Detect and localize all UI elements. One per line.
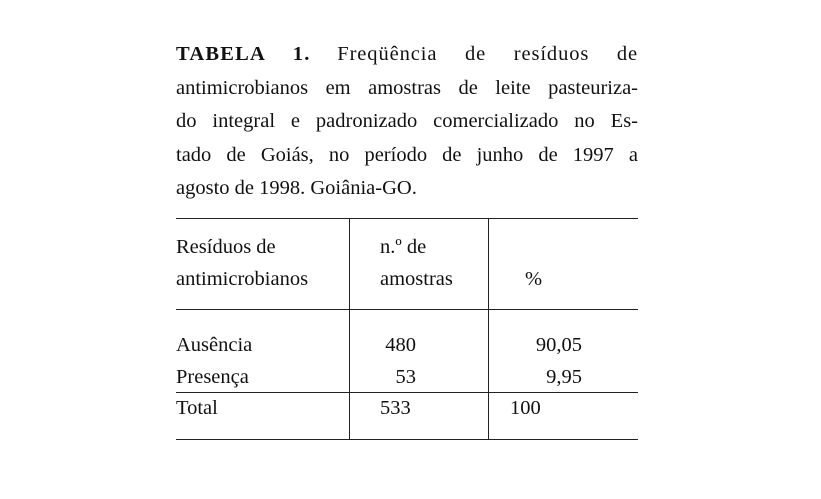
caption-line-3: do integral e padronizado comercializado no Es- xyxy=(176,110,638,132)
table-column-divider-2 xyxy=(488,218,489,439)
caption-line-5: agosto de 1998. Goiânia-GO. xyxy=(176,177,417,199)
header-samples-line-1: n.º de xyxy=(380,236,427,258)
header-samples-line-2: amostras xyxy=(380,268,453,290)
caption-line-1: TABELA 1. Freqüência de resíduos de xyxy=(176,43,639,65)
table-bottom-rule xyxy=(176,439,638,440)
total-percent: 100 xyxy=(510,397,541,419)
caption-line-4: tado de Goiás, no período de junho de 1997 a xyxy=(176,143,638,166)
row-label: Presença xyxy=(176,366,249,388)
header-percent: % xyxy=(525,268,543,290)
table-header-rule xyxy=(176,309,638,310)
table-label: TABELA 1. xyxy=(176,43,311,65)
caption-line-2: antimicrobianos em amostras de leite pasteuriza- xyxy=(176,76,638,99)
table-top-rule xyxy=(176,218,638,219)
row-label: Ausência xyxy=(176,334,253,356)
header-residues-line-1: Resíduos de xyxy=(176,236,276,258)
row-count: 53 xyxy=(395,366,416,388)
total-count: 533 xyxy=(380,397,411,419)
table-column-divider-1 xyxy=(349,218,350,439)
table-total-rule xyxy=(176,392,638,393)
header-residues-line-2: antimicrobianos xyxy=(176,268,309,290)
total-label: Total xyxy=(176,397,218,419)
row-count: 480 xyxy=(385,334,416,356)
row-percent: 9,95 xyxy=(546,366,582,388)
row-percent: 90,05 xyxy=(535,334,582,356)
table-caption xyxy=(176,38,638,206)
